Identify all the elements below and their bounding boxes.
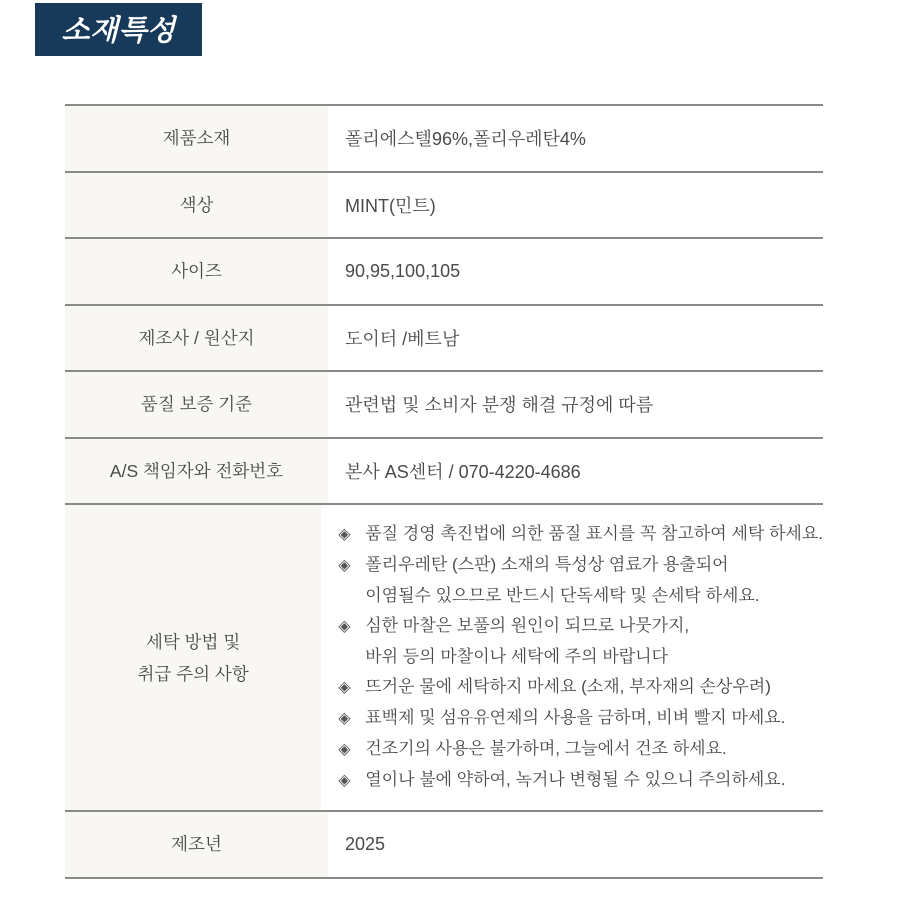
care-text: 뜨거운 물에 세탁하지 마세요 (소재, 부자재의 손상우려) [365,677,771,696]
spec-label: A/S 책임자와 전화번호 [65,439,328,504]
care-text: 이염될수 있으므로 반드시 단독세탁 및 손세탁 하세요. [365,586,760,605]
care-line [338,519,823,550]
spec-row-manufacturer [65,306,823,373]
care-label-line1: 세탁 방법 및 [145,631,241,652]
spec-row-year [65,812,823,879]
diamond-bullet-icon: ◈ [338,741,351,758]
care-text: 품질 경영 촉진법에 의한 품질 표시를 꼭 참고하여 세탁 하세요. [365,524,823,543]
spec-label: 품질 보증 기준 [65,372,328,437]
care-line [338,734,823,765]
section-title: 소재특성 [61,15,176,47]
care-line [338,611,823,642]
diamond-bullet-icon: ◈ [338,526,351,543]
care-line [338,550,823,581]
care-text: 표백제 및 섬유유연제의 사용을 금하며, 비벼 빨지 마세요. [365,708,786,727]
spec-value: MINT(민트) [328,173,823,238]
care-line [338,672,823,703]
diamond-bullet-icon: ◈ [338,679,351,696]
spec-value: 폴리에스텔96%,폴리우레탄4% [328,106,823,171]
spec-value: 관련법 및 소비자 분쟁 해결 규정에 따름 [328,372,823,437]
spec-label: 제품소재 [65,106,328,171]
care-text: 열이나 불에 약하여, 녹거나 변형될 수 있으니 주의하세요. [365,770,786,789]
spec-value: 도이터 /베트남 [328,306,823,371]
care-text: 심한 마찰은 보풀의 원인이 되므로 나뭇가지, [365,616,690,635]
spec-label [65,505,321,810]
section-title-badge [35,3,202,56]
spec-value: 2025 [328,812,823,877]
spec-row-material [65,106,823,173]
spec-row-care-instructions [65,505,823,812]
spec-table [65,104,823,879]
spec-row-quality [65,372,823,439]
spec-row-as-contact [65,439,823,506]
care-line [338,642,823,672]
diamond-bullet-icon: ◈ [338,710,351,727]
spec-label: 사이즈 [65,239,328,304]
care-label-line2: 취급 주의 사항 [137,663,249,684]
care-instructions [321,505,823,810]
diamond-bullet-icon: ◈ [338,557,351,574]
care-text: 바위 등의 마찰이나 세탁에 주의 바랍니다 [365,647,669,666]
care-text: 건조기의 사용은 불가하며, 그늘에서 건조 하세요. [365,739,727,758]
care-line [338,581,823,611]
care-line [338,703,823,734]
spec-value: 90,95,100,105 [328,239,823,304]
spec-value: 본사 AS센터 / 070-4220-4686 [328,439,823,504]
diamond-bullet-icon: ◈ [338,772,351,789]
spec-label: 제조년 [65,812,328,877]
spec-row-size [65,239,823,306]
spec-label: 색상 [65,173,328,238]
spec-label: 제조사 / 원산지 [65,306,328,371]
spec-row-color [65,173,823,240]
care-line [338,765,823,796]
care-text: 폴리우레탄 (스판) 소재의 특성상 염료가 용출되어 [365,555,729,574]
diamond-bullet-icon: ◈ [338,618,351,635]
